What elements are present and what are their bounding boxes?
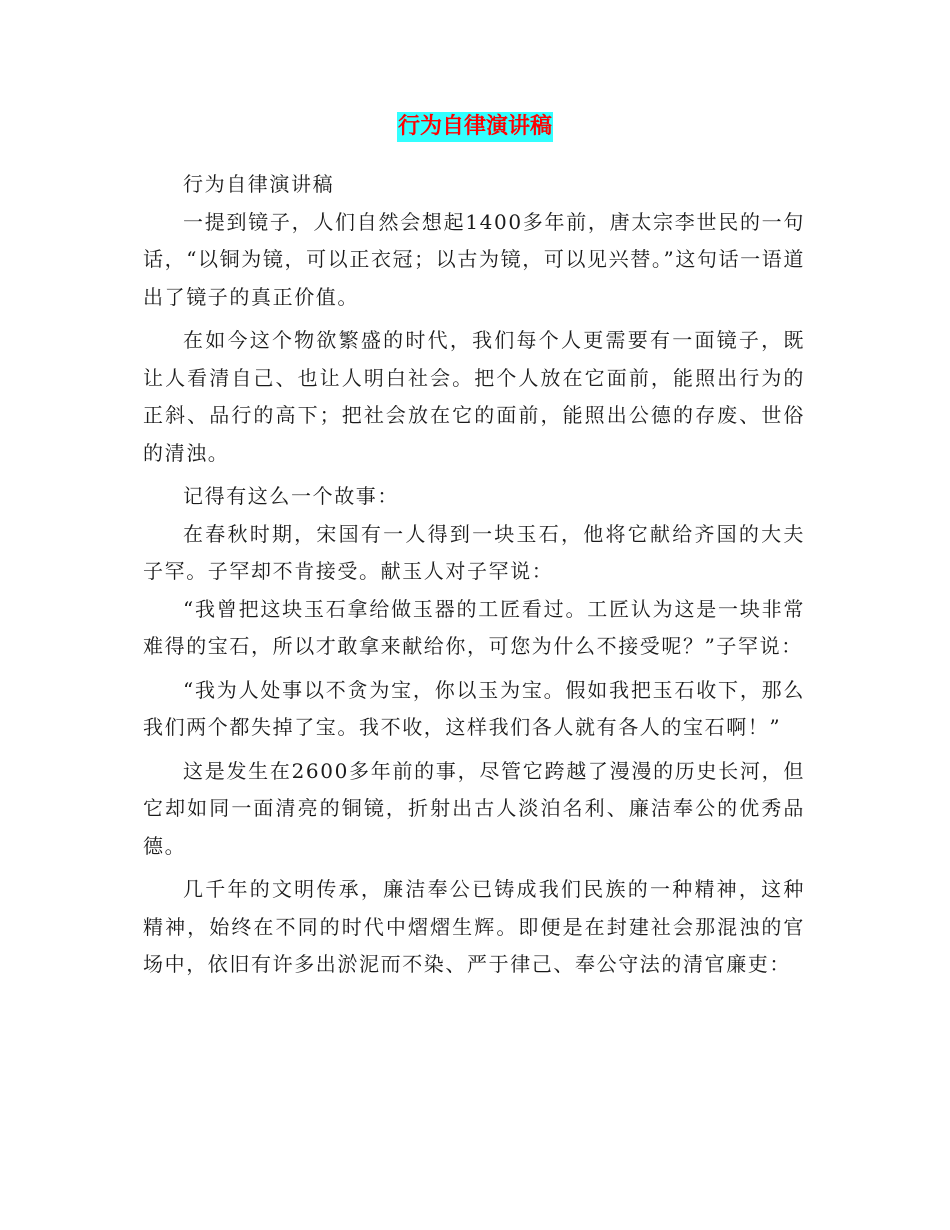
paragraph: 行为自律演讲稿 xyxy=(183,172,335,196)
title-container xyxy=(0,112,950,142)
paragraph: 一提到镜子，人们自然会想起1400多年前，唐太宗李世民的一句话，“以铜为镜，可以正衣冠；以古为镜，可以见兴替。”这句话一语道出了镜子的真正价值。 xyxy=(143,209,805,309)
paragraph: 记得有这么一个故事： xyxy=(183,484,399,508)
paragraph: 几千年的文明传承，廉洁奉公已铸成我们民族的一种精神，这种精神，始终在不同的时代中熠熠生辉。即便是在封建社会那混浊的官场中，依旧有许多出淤泥而不染、严于律己、奉公守法的清官廉吏： xyxy=(143,877,805,976)
paragraph: 在如今这个物欲繁盛的时代，我们每个人更需要有一面镜子，既让人看清自己、也让人明白社会。把个人放在它面前，能照出行为的正斜、品行的高下；把社会放在它的面前，能照出公德的存废、世俗的清浊。 xyxy=(143,328,805,465)
paragraph: 这是发生在2600多年前的事，尽管它跨越了漫漫的历史长河，但它却如同一面清亮的铜镜，折射出古人淡泊名利、廉洁奉公的优秀品德。 xyxy=(143,758,805,858)
paragraph: 在春秋时期，宋国有一人得到一块玉石，他将它献给齐国的大夫子罕。子罕却不肯接受。献玉人对子罕说： xyxy=(143,521,805,583)
paragraph: “我曾把这块玉石拿给做玉器的工匠看过。工匠认为这是一块非常难得的宝石，所以才敢拿来献给你，可您为什么不接受呢？”子罕说： xyxy=(143,596,805,658)
document-title: 行为自律演讲稿 xyxy=(397,112,553,142)
paragraph: “我为人处事以不贪为宝，你以玉为宝。假如我把玉石收下，那么我们两个都失掉了宝。我不收，这样我们各人就有各人的宝石啊！” xyxy=(143,677,805,739)
document-body xyxy=(143,166,805,984)
